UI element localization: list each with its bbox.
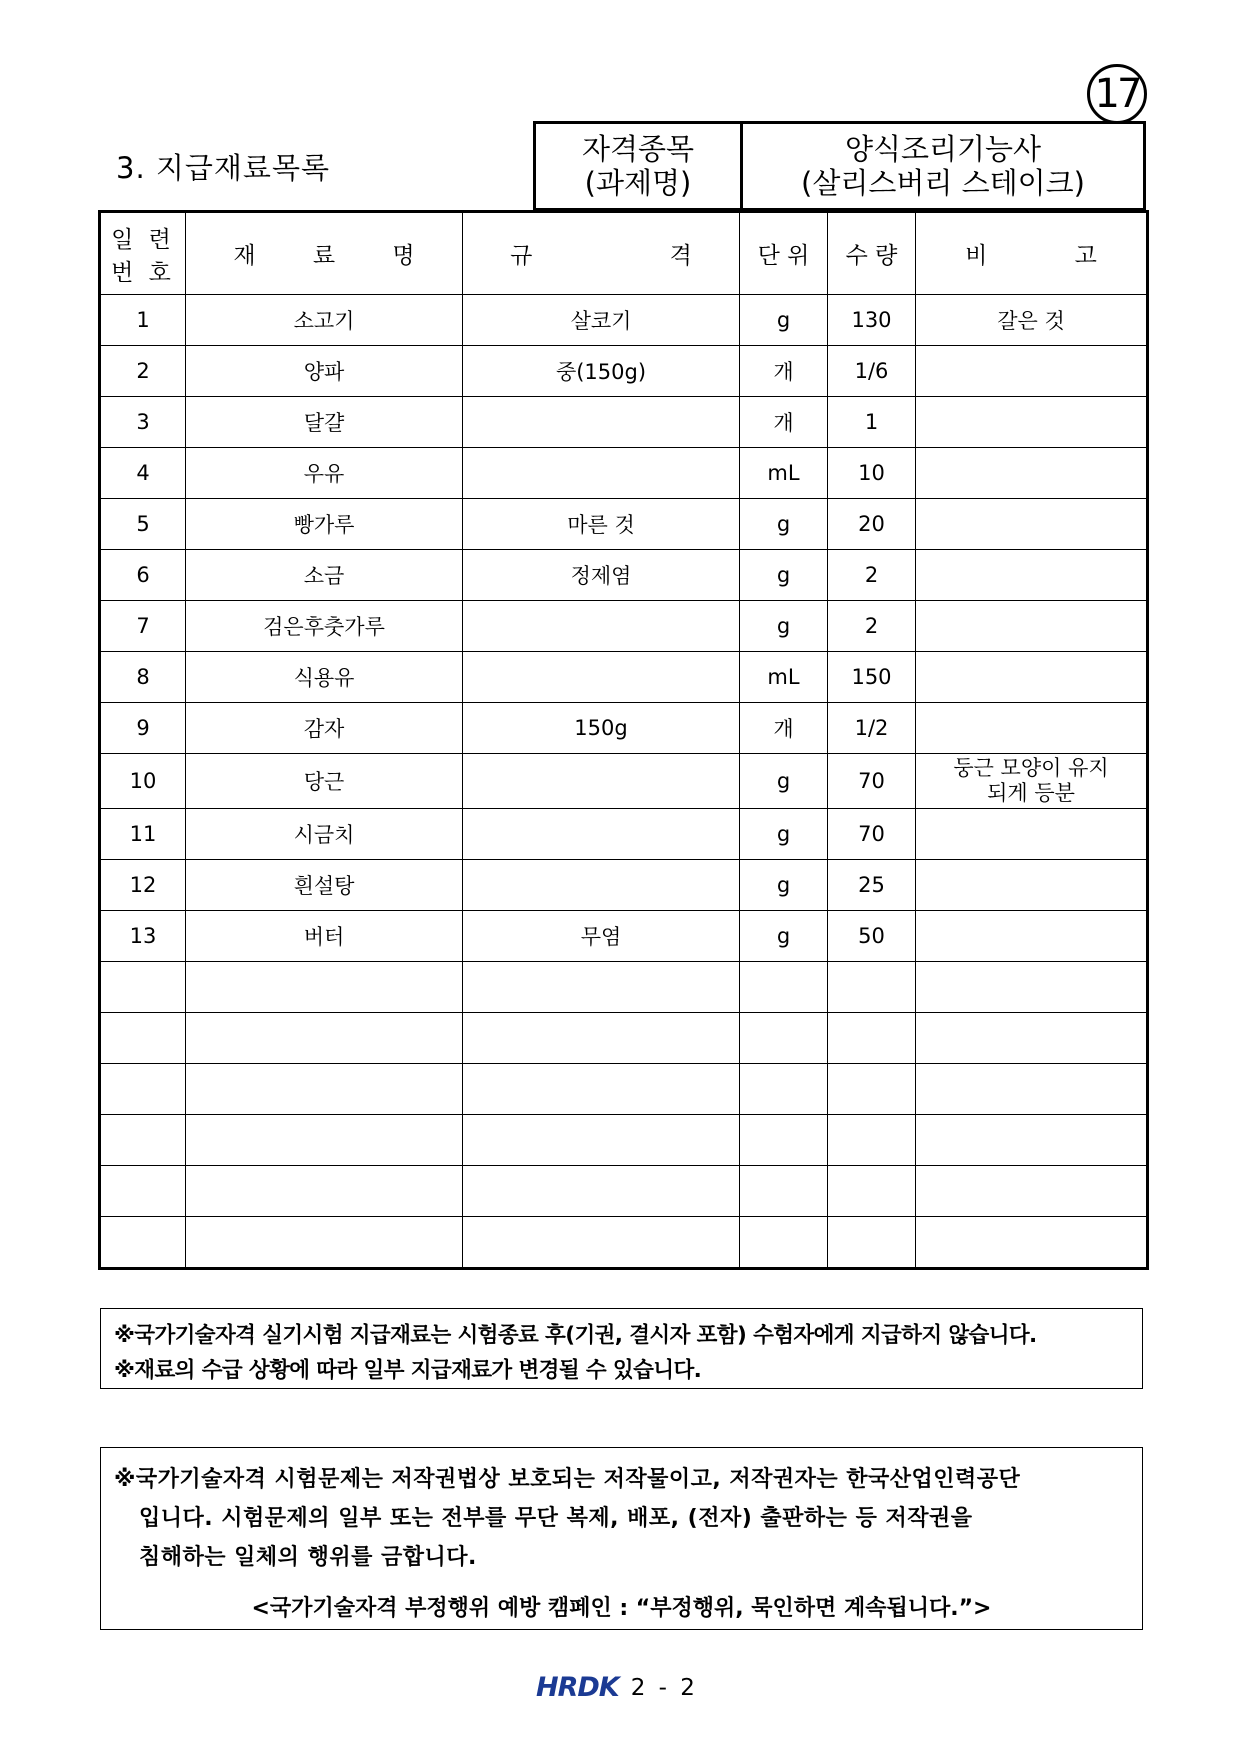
table-row [100, 911, 1148, 962]
cell-no: 7 [100, 601, 186, 652]
cell-note [916, 499, 1148, 550]
hrdk-logo: HRDK [536, 1672, 619, 1703]
qualification-value-line1: 양식조리기능사 [844, 132, 1042, 166]
qualification-value-line2: (살리스버리 스테이크) [801, 166, 1085, 200]
cell-note-line1: 둥근 모양이 유지 [953, 756, 1109, 780]
empty-cell [463, 1064, 740, 1115]
empty-cell [916, 1115, 1148, 1166]
cell-spec [463, 652, 740, 703]
cell-no: 4 [100, 448, 186, 499]
cell-qty: 1 [828, 397, 916, 448]
cell-note [916, 550, 1148, 601]
cell-name: 감자 [186, 703, 463, 754]
empty-cell [916, 1064, 1148, 1115]
cell-note [916, 754, 1148, 809]
empty-table-row [100, 1217, 1148, 1269]
cell-name: 시금치 [186, 809, 463, 860]
empty-cell [740, 1115, 828, 1166]
cell-qty: 70 [828, 809, 916, 860]
empty-cell [100, 1217, 186, 1269]
cell-unit: g [740, 499, 828, 550]
cell-spec [463, 601, 740, 652]
cell-qty: 70 [828, 754, 916, 809]
table-row [100, 601, 1148, 652]
cell-note [916, 860, 1148, 911]
cell-name: 당근 [186, 754, 463, 809]
copyright-notice-line1: ※국가기술자격 시험문제는 저작권법상 보호되는 저작물이고, 저작권자는 한국산업인력공단 [114, 1467, 1021, 1492]
col-header-no-line2: 번 호 [111, 259, 175, 286]
table-row [100, 550, 1148, 601]
table-row [100, 448, 1148, 499]
empty-table-row [100, 1013, 1148, 1064]
col-header-spec: 규 격 [463, 212, 740, 295]
empty-cell [186, 1115, 463, 1166]
cell-name: 양파 [186, 346, 463, 397]
cell-spec: 마른 것 [463, 499, 740, 550]
empty-cell [100, 1064, 186, 1115]
cell-qty: 1/2 [828, 703, 916, 754]
empty-cell [828, 962, 916, 1013]
cell-no: 2 [100, 346, 186, 397]
col-header-no-line1: 일 련 [111, 226, 175, 253]
empty-cell [740, 1217, 828, 1269]
table-row [100, 860, 1148, 911]
copyright-notice-line2: 입니다. 시험문제의 일부 또는 전부를 무단 복제, 배포, (전자) 출판하는 등 저작권을 [139, 1506, 973, 1531]
empty-cell [463, 1013, 740, 1064]
cell-spec: 살코기 [463, 295, 740, 346]
qualification-label-line1: 자격종목 [581, 132, 695, 166]
col-header-name: 재 료 명 [186, 212, 463, 295]
empty-cell [463, 962, 740, 1013]
empty-cell [828, 1064, 916, 1115]
table-row [100, 295, 1148, 346]
cell-no: 9 [100, 703, 186, 754]
supply-notice-line2: ※재료의 수급 상황에 따라 일부 지급재료가 변경될 수 있습니다. [114, 1358, 702, 1383]
empty-cell [916, 1013, 1148, 1064]
cell-spec: 정제염 [463, 550, 740, 601]
cell-unit: g [740, 754, 828, 809]
empty-cell [463, 1217, 740, 1269]
page-footer [536, 1672, 698, 1703]
cell-no: 3 [100, 397, 186, 448]
empty-cell [828, 1217, 916, 1269]
cell-unit: g [740, 809, 828, 860]
table-row [100, 754, 1148, 809]
cell-no: 11 [100, 809, 186, 860]
cell-name: 버터 [186, 911, 463, 962]
cell-name: 검은후춧가루 [186, 601, 463, 652]
page-number-badge: 17 [1087, 64, 1147, 124]
empty-cell [186, 1064, 463, 1115]
empty-cell [100, 1166, 186, 1217]
cell-qty: 130 [828, 295, 916, 346]
qualification-label-line2: (과제명) [584, 166, 692, 200]
cell-note: 갈은 것 [916, 295, 1148, 346]
empty-cell [828, 1115, 916, 1166]
cell-no: 8 [100, 652, 186, 703]
col-header-no [100, 212, 186, 295]
cell-qty: 2 [828, 601, 916, 652]
cell-name: 식용유 [186, 652, 463, 703]
cell-qty: 2 [828, 550, 916, 601]
cell-note [916, 448, 1148, 499]
cell-spec: 중(150g) [463, 346, 740, 397]
cell-spec [463, 860, 740, 911]
table-row [100, 346, 1148, 397]
cell-unit: g [740, 860, 828, 911]
supply-notice-line1: ※국가기술자격 실기시험 지급재료는 시험종료 후(기권, 결시자 포함) 수험자에게 지급하지 않습니다. [114, 1323, 1037, 1348]
cell-note [916, 601, 1148, 652]
col-header-qty: 수 량 [828, 212, 916, 295]
cell-unit: 개 [740, 703, 828, 754]
table-row [100, 499, 1148, 550]
supply-notice [100, 1308, 1143, 1389]
cell-spec [463, 448, 740, 499]
cell-qty: 20 [828, 499, 916, 550]
cell-note [916, 809, 1148, 860]
cell-unit: g [740, 550, 828, 601]
page-indicator: 2 - 2 [630, 1674, 698, 1701]
cell-no: 5 [100, 499, 186, 550]
cell-note [916, 397, 1148, 448]
empty-cell [186, 962, 463, 1013]
cell-spec [463, 397, 740, 448]
empty-cell [828, 1166, 916, 1217]
cell-note [916, 652, 1148, 703]
cell-unit: g [740, 911, 828, 962]
col-header-unit: 단 위 [740, 212, 828, 295]
cell-unit: mL [740, 652, 828, 703]
empty-cell [100, 1115, 186, 1166]
col-header-note: 비 고 [916, 212, 1148, 295]
cell-name: 흰설탕 [186, 860, 463, 911]
empty-cell [100, 1013, 186, 1064]
cell-note [916, 703, 1148, 754]
cell-spec [463, 809, 740, 860]
cell-qty: 10 [828, 448, 916, 499]
empty-table-row [100, 1064, 1148, 1115]
cell-no: 6 [100, 550, 186, 601]
cell-unit: 개 [740, 346, 828, 397]
empty-table-row [100, 1115, 1148, 1166]
table-row [100, 703, 1148, 754]
cell-unit: mL [740, 448, 828, 499]
empty-cell [740, 1013, 828, 1064]
section-title: 3. 지급재료목록 [116, 151, 330, 185]
qualification-value [742, 123, 1145, 210]
cell-note [916, 346, 1148, 397]
qualification-header [533, 121, 1146, 211]
cell-name: 우유 [186, 448, 463, 499]
cell-spec: 150g [463, 703, 740, 754]
cell-no: 12 [100, 860, 186, 911]
cell-qty: 1/6 [828, 346, 916, 397]
empty-cell [916, 1217, 1148, 1269]
cell-unit: g [740, 601, 828, 652]
empty-cell [186, 1217, 463, 1269]
cell-spec: 무염 [463, 911, 740, 962]
cell-name: 달걀 [186, 397, 463, 448]
cell-qty: 150 [828, 652, 916, 703]
empty-cell [740, 1166, 828, 1217]
empty-table-row [100, 1166, 1148, 1217]
cell-no: 13 [100, 911, 186, 962]
empty-cell [740, 962, 828, 1013]
empty-cell [916, 1166, 1148, 1217]
cell-note-line2: 되게 등분 [987, 781, 1075, 805]
empty-cell [100, 962, 186, 1013]
table-row [100, 809, 1148, 860]
empty-cell [740, 1064, 828, 1115]
copyright-notice [100, 1447, 1143, 1630]
empty-cell [463, 1166, 740, 1217]
cell-no: 10 [100, 754, 186, 809]
empty-cell [463, 1115, 740, 1166]
cell-note [916, 911, 1148, 962]
cell-name: 빵가루 [186, 499, 463, 550]
copyright-notice-line3: 침해하는 일체의 행위를 금합니다. [139, 1545, 477, 1570]
table-row [100, 652, 1148, 703]
empty-table-row [100, 962, 1148, 1013]
empty-cell [916, 962, 1148, 1013]
qualification-label [535, 123, 742, 210]
table-row [100, 397, 1148, 448]
empty-cell [186, 1013, 463, 1064]
cell-name: 소금 [186, 550, 463, 601]
table-header-row [100, 212, 1148, 295]
cell-qty: 50 [828, 911, 916, 962]
cell-unit: 개 [740, 397, 828, 448]
cell-qty: 25 [828, 860, 916, 911]
cell-name: 소고기 [186, 295, 463, 346]
campaign-text: <국가기술자격 부정행위 예방 캠페인 : “부정행위, 묵인하면 계속됩니다.”> [251, 1596, 992, 1621]
cell-spec [463, 754, 740, 809]
cell-no: 1 [100, 295, 186, 346]
empty-cell [186, 1166, 463, 1217]
empty-cell [828, 1013, 916, 1064]
cell-unit: g [740, 295, 828, 346]
materials-table [98, 210, 1149, 1270]
